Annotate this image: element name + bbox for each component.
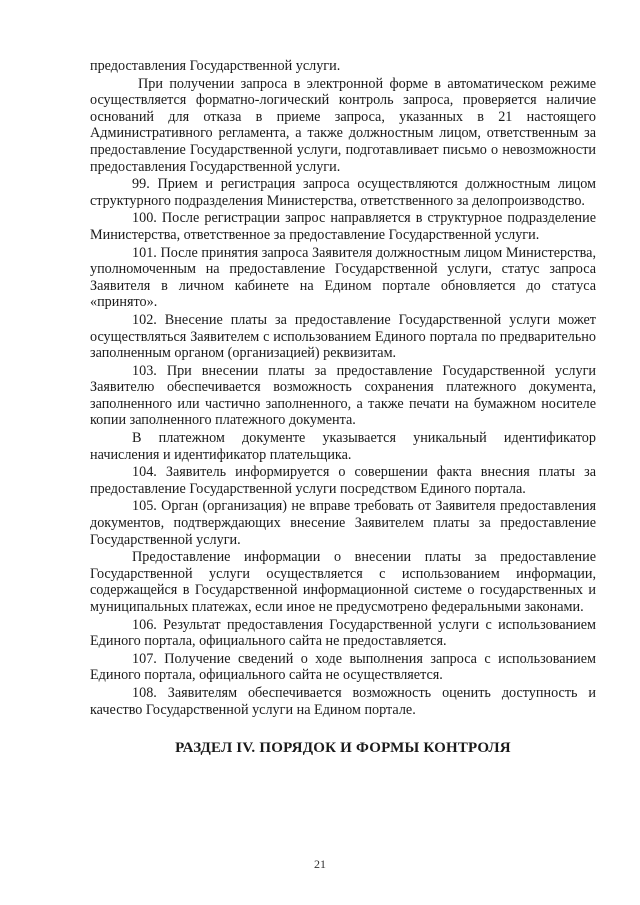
- page-number: 21: [314, 857, 326, 871]
- paragraph-106: 106. Результат предоставления Государственной услуги с использованием Единого портала, официального сайта не предоставляется.: [90, 616, 596, 650]
- paragraph-103: 103. При внесении платы за предоставление Государственной услуги Заявителю обеспечивается возможность сохранения платежного документа, заполненного или частично заполненного, а также печати на бумажном носителе копии заполненного платежного документа.: [90, 362, 596, 429]
- paragraph-105: 105. Орган (организация) не вправе требовать от Заявителя предоставления документов, подтверждающих внесение Заявителем платы за предоставление Государственной услуги.: [90, 498, 596, 548]
- paragraph-99: 99. Прием и регистрация запроса осуществляются должностным лицом структурного подразделения Министерства, ответственного за делопроизводство.: [90, 176, 596, 209]
- paragraph-107: 107. Получение сведений о ходе выполнения запроса с использованием Единого портала, официального сайта не осуществляется.: [90, 650, 596, 684]
- paragraph-108: 108. Заявителям обеспечивается возможность оценить доступность и качество Государственной услуги на Едином портале.: [90, 684, 596, 718]
- paragraph-102: 102. Внесение платы за предоставление Государственной услуги может осуществляться Заявителем с использованием Единого портала по предварительно заполненным органом (организацией) реквизитам.: [90, 311, 596, 362]
- paragraph-payment-document: В платежном документе указывается уникальный идентификатор начисления и идентификатор плательщика.: [90, 430, 596, 463]
- paragraph-electronic-request: При получении запроса в электронной форме в автоматическом режиме осуществляется форматно-логический контроль запроса, проверяется наличие оснований для отказа в приеме запроса, указанных в 21 настоящего Административного регламента, а также должностным лицом, ответственным за предоставление Государственной услуги, подготавливает письмо о невозможности предоставления Государственной услуги.: [90, 75, 596, 175]
- paragraph-101: 101. После принятия запроса Заявителя должностным лицом Министерства, уполномоченным на предоставление Государственной услуги, статус запроса Заявителя в личном кабинете на Едином портале обновляется до статуса «принято».: [90, 244, 596, 311]
- paragraph-100: 100. После регистрации запрос направляется в структурное подразделение Министерства, ответственное за предоставление Государственной услуги.: [90, 210, 596, 243]
- paragraph-104: 104. Заявитель информируется о совершении факта внесния платы за предоставление Государственной услуги посредством Единого портала.: [90, 464, 596, 497]
- section-heading: РАЗДЕЛ IV. ПОРЯДОК И ФОРМЫ КОНТРОЛЯ: [175, 740, 511, 757]
- paragraph-continuation: предоставления Государственной услуги.: [90, 58, 341, 74]
- paragraph-payment-information: Предоставление информации о внесении платы за предоставление Государственной услуги осуществляется с использованием информации, содержащейся в Государственной информационной системе о государственных и муниципальных платежах, если иное не предусмотрено федеральными законами.: [90, 549, 596, 615]
